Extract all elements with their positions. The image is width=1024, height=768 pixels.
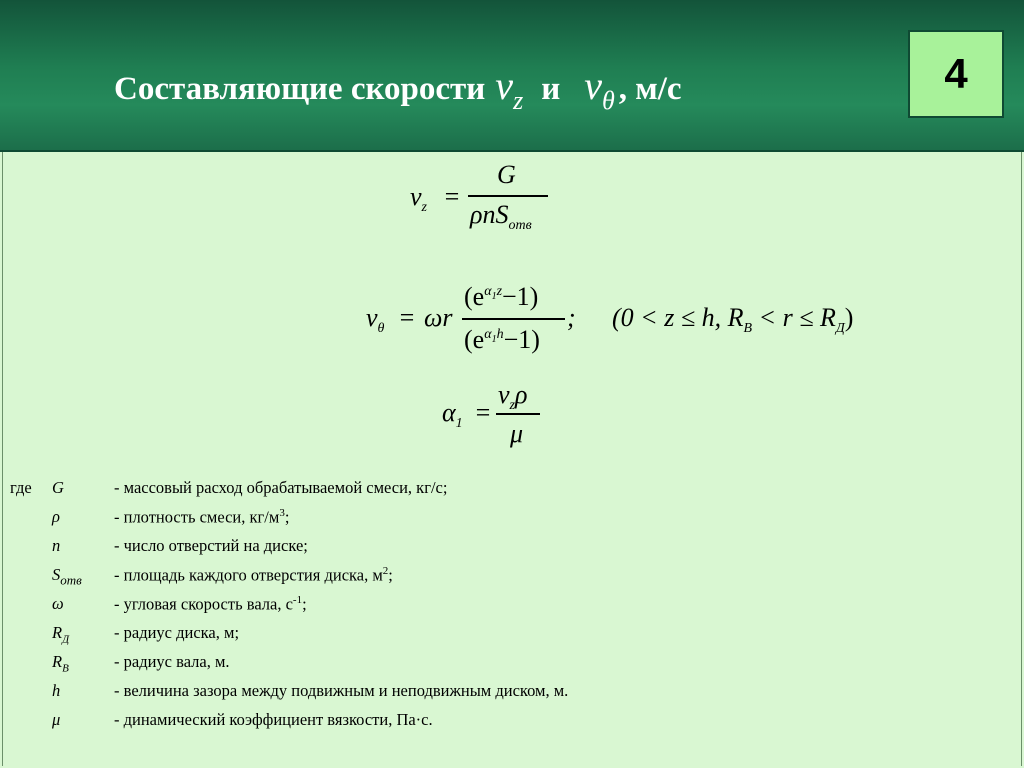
- definition-description: - величина зазора между подвижным и неподвижным диском, м.: [114, 681, 569, 700]
- formula-alpha1-eq: =: [474, 398, 492, 427]
- formula-vtheta-numerator: $(e^{\alpha_1z}-1)$: [464, 282, 539, 311]
- definition-description: - радиус вала, м.: [114, 652, 230, 671]
- formula-vtheta-denominator: $(e^{\alpha_1h}-1)$: [464, 325, 540, 354]
- formula-vtheta-eq: =: [398, 303, 416, 332]
- definition-description: - массовый расход обрабатываемой смеси, кг/с;: [114, 478, 448, 497]
- formula-vtheta-condition: (0 < z ≤ h, $R_B < r \le R_Д$): [612, 303, 854, 337]
- definition-description: - число отверстий на диске;: [114, 536, 308, 555]
- definition-symbol: μ: [52, 710, 61, 729]
- slide-number-badge: 4: [908, 30, 1004, 118]
- formula-vtheta-lhs: $v_\theta$: [366, 303, 385, 337]
- definition-description: - площадь каждого отверстия диска, $м^2$;: [114, 565, 393, 585]
- formula-alpha1-lhs: $\alpha_1$: [442, 398, 463, 432]
- definition-symbol: ρ: [52, 507, 60, 526]
- title-unit: , м/с: [618, 71, 682, 107]
- definition-description: - динамический коэффициент вязкости, Па·с.: [114, 710, 433, 729]
- formula-alpha1-fraction-line: [496, 413, 540, 415]
- definition-symbol: $R_В$: [52, 652, 69, 675]
- definitions-lead: где: [10, 478, 32, 497]
- formula-vz-numerator: G: [497, 160, 516, 189]
- definition-symbol: G: [52, 478, 64, 497]
- title-var-vz: v: [495, 63, 514, 108]
- formula-vz-fraction-line: [468, 195, 548, 197]
- slide-title: [114, 62, 682, 122]
- title-conjunction: и: [541, 71, 561, 107]
- content-area: [2, 152, 1022, 766]
- title-var-vtheta: v: [584, 63, 602, 108]
- definition-symbol: h: [52, 681, 61, 700]
- formula-vtheta-fraction-line: [462, 318, 565, 320]
- formula-vz-denominator: ρnS$_{отв}$: [470, 200, 532, 234]
- formula-vz-eq: =: [443, 182, 461, 211]
- definition-description: - плотность смеси, $кг/м^3$;: [114, 507, 290, 527]
- formula-alpha1-numerator: $v_z\rho$: [498, 380, 528, 414]
- slide-header: [0, 0, 1024, 152]
- formula-alpha1-denominator: μ: [510, 419, 524, 448]
- formula-vz-lhs: $v_z$: [410, 182, 427, 216]
- definition-symbol: n: [52, 536, 61, 555]
- definition-symbol: $R_Д$: [52, 623, 70, 646]
- definition-description: - радиус диска, м;: [114, 623, 240, 642]
- definition-symbol: $S_{отв}$: [52, 565, 82, 588]
- definition-description: - угловая скорость вала, $с^{-1}$;: [114, 594, 307, 614]
- title-var-vz-sub: z: [513, 86, 524, 115]
- title-text: Составляющие скорости: [114, 71, 486, 107]
- definition-symbol: ω: [52, 594, 64, 613]
- formula-vtheta-semicolon: ;: [567, 303, 576, 332]
- formula-vtheta-factor: ωr: [424, 303, 453, 332]
- title-var-vtheta-sub: θ: [601, 86, 615, 115]
